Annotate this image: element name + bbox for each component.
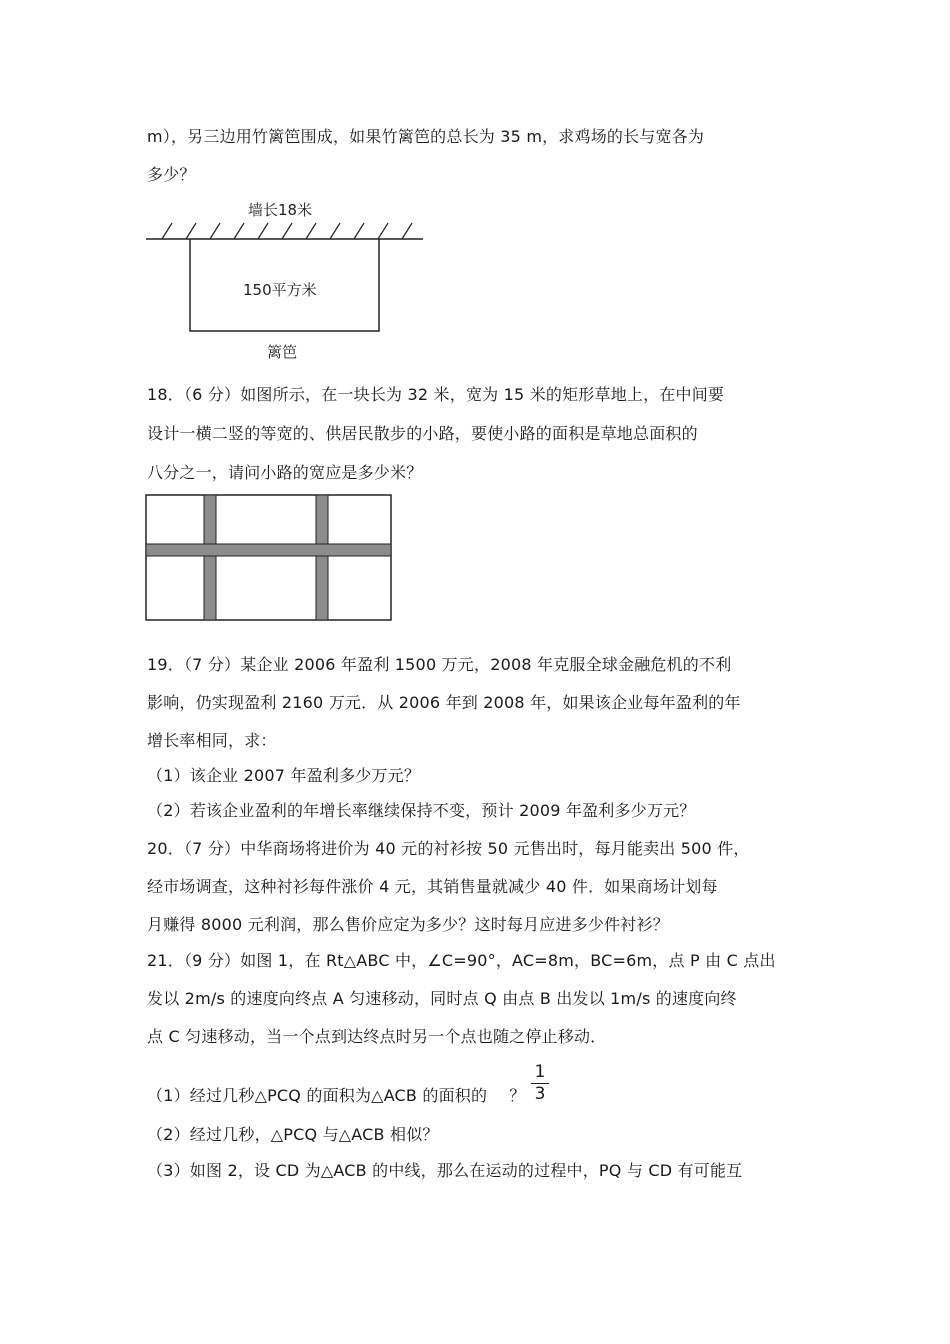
q21-sub-1 xyxy=(147,1085,525,1107)
q18-line-2: 设计一横二竖的等宽的、供居民散步的小路，要使小路的面积是草地总面积的 xyxy=(147,424,698,443)
vertical-path-right xyxy=(316,495,328,620)
q20-line-3: 月赚得 8000 元利润，那么售价应定为多少？这时每月应进多少件衬衫？ xyxy=(147,915,669,934)
area-label: 150平方米 xyxy=(243,281,317,299)
q18-figure xyxy=(144,493,394,625)
vertical-path-left xyxy=(204,495,216,620)
q21-sub-3: （3）如图 2，设 CD 为△ACB 的中线，那么在运动的过程中，PQ 与 CD 有可能互 xyxy=(147,1161,743,1180)
q21-line-3: 点 C 匀速移动，当一个点到达终点时另一个点也随之停止移动． xyxy=(147,1027,607,1046)
q19-sub-2: （2）若该企业盈利的年增长率继续保持不变，预计 2009 年盈利多少万元？ xyxy=(147,801,696,820)
fraction-numerator: 1 xyxy=(534,1062,546,1082)
q19-line-2: 影响，仍实现盈利 2160 万元．从 2006 年到 2008 年，如果该企业每年盈利的年 xyxy=(147,693,741,712)
wall-hatching xyxy=(162,223,412,239)
fraction-denominator: 3 xyxy=(534,1084,546,1104)
q17-line-2: 多少？ xyxy=(147,165,196,184)
q20-line-2: 经市场调查，这种衬衫每件涨价 4 元，其销售量就减少 40 件．如果商场计划每 xyxy=(147,877,718,896)
q20-line-1: 20．（7 分）中华商场将进价为 40 元的衬衫按 50 元售出时，每月能卖出 500 件， xyxy=(147,839,750,858)
q17-figure xyxy=(140,195,440,365)
q17-line-1: m），另三边用竹篱笆围成，如果竹篱笆的总长为 35 m，求鸡场的长与宽各为 xyxy=(147,127,705,146)
q21-sub-1-text: （1）经过几秒△PCQ 的面积为△ACB 的面积的 xyxy=(147,1086,488,1105)
q21-sub-1-end: ？ xyxy=(509,1086,526,1105)
q19-sub-1: （1）该企业 2007 年盈利多少万元？ xyxy=(147,766,421,785)
q21-sub-2: （2）经过几秒，△PCQ 与△ACB 相似？ xyxy=(147,1125,439,1144)
wall-length-label: 墙长18米 xyxy=(248,201,313,219)
q19-line-3: 增长率相同，求： xyxy=(147,731,277,750)
q19-line-1: 19．（7 分）某企业 2006 年盈利 1500 万元，2008 年克服全球金融危机的不利 xyxy=(147,655,732,674)
q21-line-1: 21．（9 分）如图 1，在 Rt△ABC 中，∠C=90°，AC=8m，BC=6m，点 P 由 C 点出 xyxy=(147,951,776,970)
q18-line-3: 八分之一，请问小路的宽应是多少米？ xyxy=(147,463,423,482)
lawn-rectangle xyxy=(146,495,391,620)
fence-label: 篱笆 xyxy=(267,343,298,361)
horizontal-path xyxy=(146,544,391,556)
q18-line-1: 18．（6 分）如图所示，在一块长为 32 米，宽为 15 米的矩形草地上，在中间要 xyxy=(147,385,725,404)
q21-line-2: 发以 2m/s 的速度向终点 A 匀速移动，同时点 Q 由点 B 出发以 1m/s 的速度向终 xyxy=(147,989,737,1008)
